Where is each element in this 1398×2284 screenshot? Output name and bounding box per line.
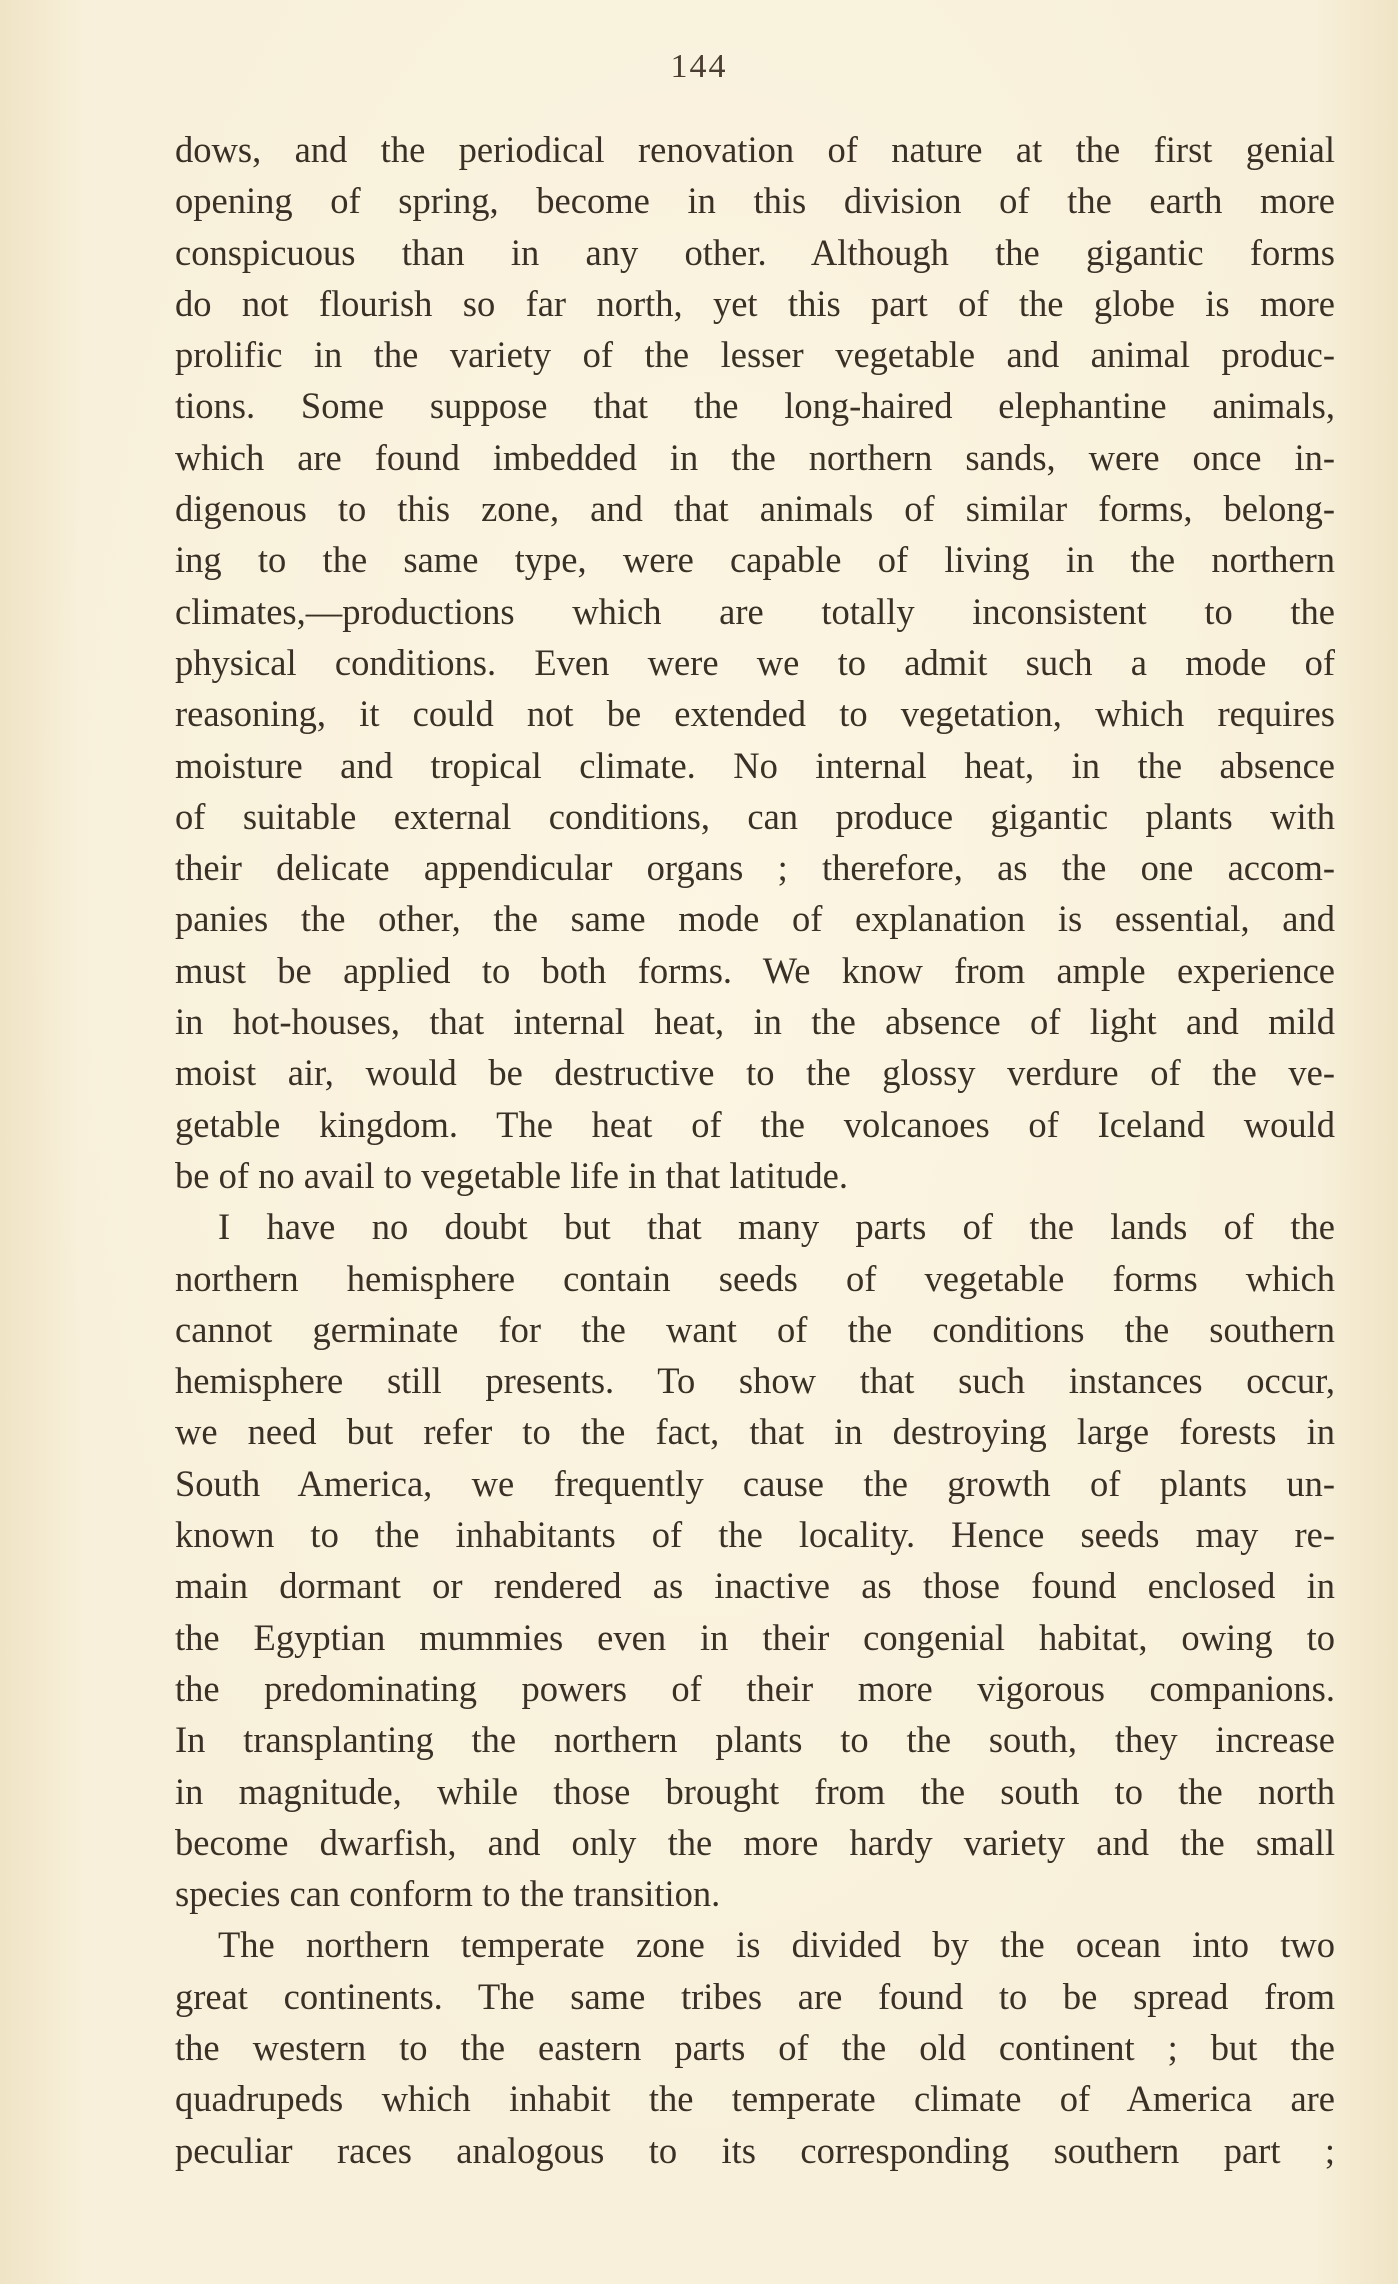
text-line: species can conform to the transition.: [175, 1873, 721, 1915]
text-line: moisture and tropical climate. No internal heat, in the absence: [175, 744, 1335, 786]
text-line: opening of spring, become in this division of the earth more: [175, 180, 1335, 222]
text-line: their delicate appendicular organs ; therefore, as the one accom-: [175, 847, 1335, 889]
text-line: which are found imbedded in the northern sands, were once in-: [175, 436, 1335, 478]
text-line: digenous to this zone, and that animals of similar forms, belong-: [175, 488, 1335, 530]
text-line: cannot germinate for the want of the conditions the southern: [175, 1308, 1335, 1350]
text-line: ing to the same type, were capable of living in the northern: [175, 539, 1335, 581]
text-line: main dormant or rendered as inactive as those found enclosed in: [175, 1565, 1335, 1607]
text-line: reasoning, it could not be extended to vegetation, which requires: [175, 693, 1335, 735]
text-line: hemisphere still presents. To show that such instances occur,: [175, 1360, 1335, 1402]
text-line: I have no doubt but that many parts of the lands of the: [218, 1206, 1335, 1248]
text-line: in hot-houses, that internal heat, in the absence of light and mild: [175, 1001, 1335, 1043]
text-line: be of no avail to vegetable life in that latitude.: [175, 1154, 848, 1196]
text-line: in magnitude, while those brought from the south to the north: [175, 1770, 1335, 1812]
text-line: of suitable external conditions, can produce gigantic plants with: [175, 795, 1335, 837]
text-line: the predominating powers of their more vigorous companions.: [175, 1667, 1335, 1709]
text-line: In transplanting the northern plants to the south, they increase: [175, 1719, 1335, 1761]
text-line: conspicuous than in any other. Although the gigantic forms: [175, 231, 1335, 273]
text-line: northern hemisphere contain seeds of vegetable forms which: [175, 1257, 1335, 1299]
page-number: 144: [670, 48, 728, 85]
text-line: peculiar races analogous to its corresponding southern part ;: [175, 2129, 1335, 2171]
text-line: panies the other, the same mode of explanation is essential, and: [175, 898, 1335, 940]
text-line: the Egyptian mummies even in their congenial habitat, owing to: [175, 1616, 1335, 1658]
text-line: getable kingdom. The heat of the volcanoes of Iceland would: [175, 1103, 1335, 1145]
text-line: quadrupeds which inhabit the temperate climate of America are: [175, 2078, 1335, 2120]
text-line: physical conditions. Even were we to admit such a mode of: [175, 641, 1335, 683]
text-line: the western to the eastern parts of the old continent ; but the: [175, 2026, 1335, 2068]
text-line: must be applied to both forms. We know from ample experience: [175, 949, 1335, 991]
text-line: climates,—productions which are totally inconsistent to the: [175, 590, 1335, 632]
text-line: dows, and the periodical renovation of nature at the first genial: [175, 129, 1335, 170]
text-line: great continents. The same tribes are found to be spread from: [175, 1975, 1335, 2017]
body-text: [175, 124, 1335, 2176]
text-line: The northern temperate zone is divided by the ocean into two: [218, 1924, 1335, 1966]
text-line: known to the inhabitants of the locality. Hence seeds may re-: [175, 1514, 1335, 1556]
text-line: prolific in the variety of the lesser vegetable and animal produc-: [175, 334, 1335, 376]
text-line: we need but refer to the fact, that in destroying large forests in: [175, 1411, 1335, 1453]
text-line: do not flourish so far north, yet this part of the globe is more: [175, 282, 1335, 324]
text-line: moist air, would be destructive to the glossy verdure of the ve-: [175, 1052, 1335, 1094]
text-line: tions. Some suppose that the long-haired elephantine animals,: [175, 385, 1335, 427]
text-line: become dwarfish, and only the more hardy variety and the small: [175, 1821, 1335, 1863]
text-line: South America, we frequently cause the growth of plants un-: [175, 1462, 1335, 1504]
